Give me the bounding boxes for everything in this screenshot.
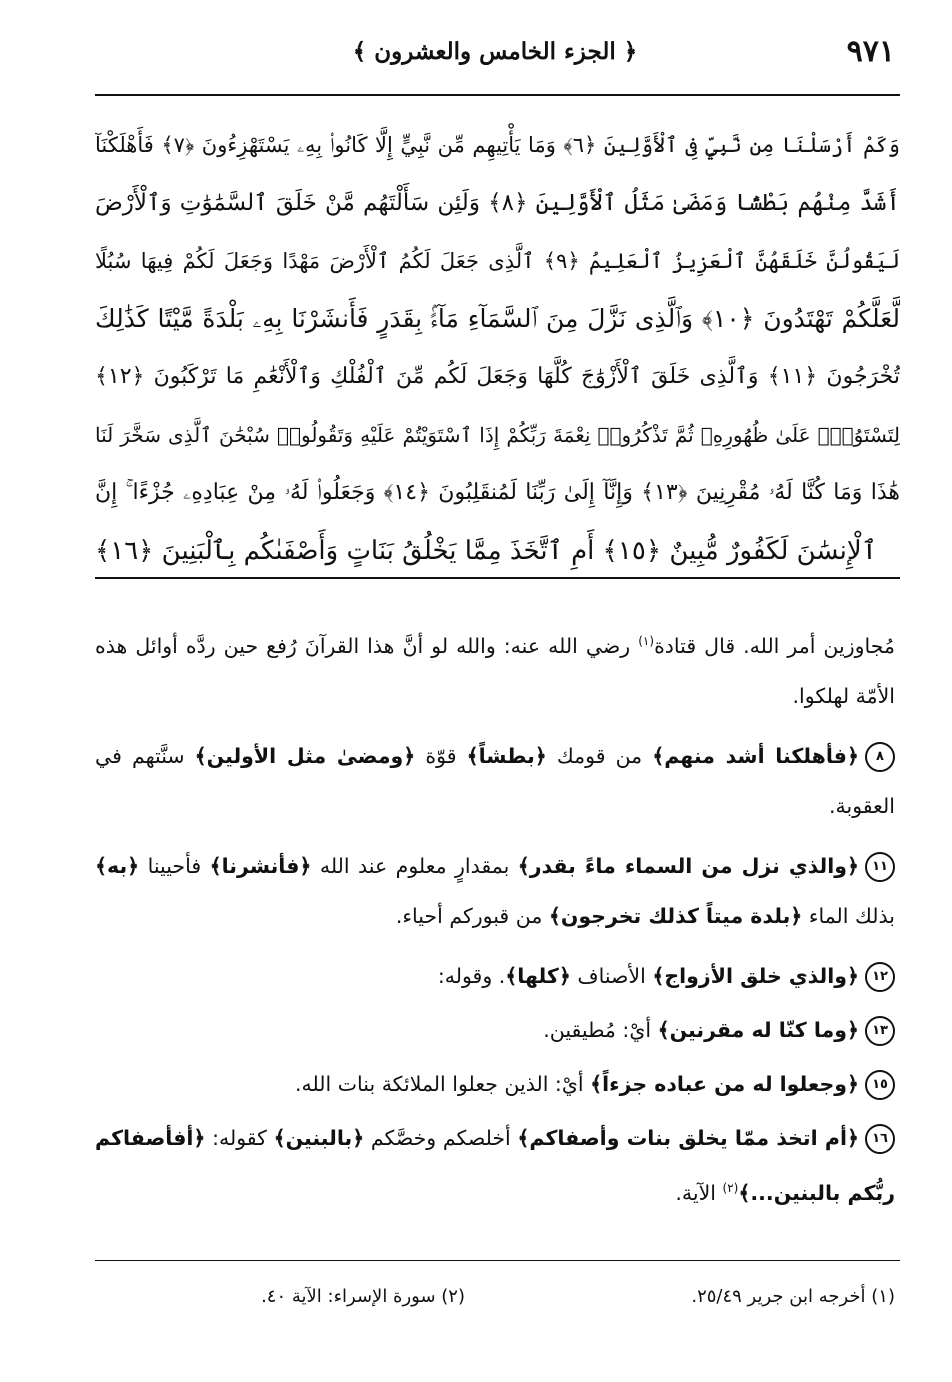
verse-number-badge: ١٢ [865, 962, 895, 992]
verse-13-commentary [95, 1005, 895, 1055]
footnote-ref: (١) [638, 634, 655, 648]
quoted-verse: ﴿والذي نزل من السماء ماءً بقدر﴾ [517, 853, 859, 878]
commentary-block [95, 616, 895, 1228]
quoted-verse: ﴿وما كنّا له مقرنين﴾ [657, 1017, 859, 1042]
gloss-text: من قبوركم أحياء. [395, 903, 549, 928]
gloss-text: الأصناف [570, 963, 653, 988]
quoted-verse: ﴿بلدة ميتاً كذلك تخرجون﴾ [548, 903, 803, 928]
verse-15-commentary [95, 1059, 895, 1109]
quran-line: لَّعَلَّكُمْ تَهْتَدُونَ ﴿١٠﴾ وَٱلَّذِى نَزَّلَ مِنَ ٱلسَّمَآءِ مَآءًۢ بِقَدَرٍ فَأَنشَرْنَا بِهِۦ بَلْدَةً مَّيْتًا كَذَٰلِكَ [95, 304, 900, 333]
intro-paragraph [95, 616, 895, 721]
quran-line: هَٰذَا وَمَا كُنَّا لَهُۥ مُقْرِنِينَ ﴿١٣﴾ وَإِنَّآ إِلَىٰ رَبِّنَا لَمُنقَلِبُونَ ﴿١٤﴾ وَجَعَلُوا۟ لَهُۥ مِنْ عِبَادِهِۦ جُزْءًا ۚ إِنَّ [95, 480, 900, 505]
quran-line: ٱلْإِنسَٰنَ لَكَفُورٌ مُّبِينٌ ﴿١٥﴾ أَمِ ٱتَّخَذَ مِمَّا يَخْلُقُ بَنَاتٍ وَأَصْفَىٰكُم بِٱلْبَنِينَ ﴿١٦﴾ [95, 536, 877, 566]
quoted-verse: ﴿بطشاً﴾ [466, 743, 547, 768]
quoted-verse: ﴿به﴾ [95, 853, 140, 878]
quoted-verse: ﴿كلها﴾ [505, 963, 571, 988]
quran-line: لَيَقُولُنَّ خَلَقَهُنَّ ٱلْعَزِيزُ ٱلْعَلِيمُ ﴿٩﴾ ٱلَّذِى جَعَلَ لَكُمُ ٱلْأَرْضَ مَهْدًا وَجَعَلَ لَكُمْ فِيهَا سُبُلًا [95, 249, 900, 273]
gloss-text: كقوله: [205, 1125, 274, 1150]
header-rule [95, 94, 900, 96]
verse-16-commentary [95, 1113, 895, 1218]
quoted-verse: ﴿أم اتخذ ممّا يخلق بنات وأصفاكم﴾ [517, 1125, 859, 1150]
verse-number-badge: ١٦ [865, 1124, 895, 1154]
footnote-2: (٢) سورة الإسراء: الآية ٤٠. [261, 1286, 465, 1307]
quoted-verse: ﴿وجعلوا له من عباده جزءاً﴾ [590, 1071, 859, 1096]
intro-rest: رضي الله عنه: والله لو أنَّ هذا القرآنَ رُفع حين ردَّه أوائل هذه الأمّة لهلكوا. [95, 633, 895, 708]
page-header [95, 28, 895, 78]
quoted-verse: ﴿فأنشرنا﴾ [209, 853, 312, 878]
footnote-rule [95, 1260, 900, 1261]
gloss-text: أيْ: مُطيقين. [543, 1017, 658, 1042]
verse-8-commentary [95, 731, 895, 831]
gloss-text: أيْ: الذين جعلوا الملائكة بنات الله. [294, 1071, 591, 1096]
gloss-text: من قومك [546, 743, 653, 768]
gloss-text: بمقدارٍ معلوم عند الله [311, 853, 518, 878]
verse-number-badge: ١٣ [865, 1016, 895, 1046]
gloss-text: أخلصكم وخصَّكم [364, 1125, 518, 1150]
quoted-verse: ﴿فأهلكنا أشد منهم﴾ [652, 743, 859, 768]
quran-line: وَكَمْ أَرْسَلْنَا مِن نَّبِيٍّ فِى ٱلْأَوَّلِينَ ﴿٦﴾ وَمَا يَأْتِيهِم مِّن نَّبِيٍّ إِلَّا كَانُوا۟ بِهِۦ يَسْتَهْزِءُونَ ﴿٧﴾ فَأَهْلَكْنَآ [95, 133, 900, 157]
footnote-1: (١) أخرجه ابن جرير ٢٥/٤٩. [691, 1286, 895, 1307]
gloss-text: سنَّتهم في العقوبة. [95, 743, 895, 818]
gloss-text: فأحيينا [139, 853, 210, 878]
quran-line: لِتَسْتَوُۥا۟ عَلَىٰ ظُهُورِهِۦ ثُمَّ تَذْكُرُوا۟ نِعْمَةَ رَبِّكُمْ إِذَا ٱسْتَوَيْتُمْ عَلَيْهِ وَتَقُولُوا۟ سُبْحَٰنَ ٱلَّذِى سَخَّرَ لَنَا [95, 423, 900, 447]
footnotes [95, 1286, 895, 1322]
gloss-text: الآية. [675, 1180, 723, 1205]
running-title: ﴿ الجزء الخامس والعشرون ﴾ [352, 38, 638, 65]
quoted-verse: ﴿بالبنين﴾ [273, 1125, 365, 1150]
quran-line: تُخْرَجُونَ ﴿١١﴾ وَٱلَّذِى خَلَقَ ٱلْأَزْوَٰجَ كُلَّهَا وَجَعَلَ لَكُم مِّنَ ٱلْفُلْكِ وَٱلْأَنْعَٰمِ مَا تَرْكَبُونَ ﴿١٢﴾ [95, 364, 900, 389]
quran-separator-rule [95, 577, 900, 579]
verse-number-badge: ١١ [865, 852, 895, 882]
verse-11-commentary [95, 841, 895, 941]
gloss-text: بذلك الماء [802, 903, 895, 928]
quoted-verse: ﴿أفأصفاكم ربُّكم بالبنين...﴾ [95, 1125, 895, 1205]
quran-text-block [95, 116, 900, 580]
quoted-verse: ﴿ومضىٰ مثل الأولين﴾ [194, 743, 416, 768]
page-number: ٩٧١ [846, 34, 895, 69]
verse-number-badge: ٨ [865, 742, 895, 772]
gloss-text: قوّة [415, 743, 467, 768]
verse-12-commentary [95, 951, 895, 1001]
quoted-verse: ﴿والذي خلق الأزواج﴾ [652, 963, 859, 988]
gloss-text: . وقوله: [437, 963, 506, 988]
footnote-ref: (٢) [722, 1180, 739, 1195]
verse-number-badge: ١٥ [865, 1070, 895, 1100]
quran-line: أَشَدَّ مِنْهُم بَطْشًا وَمَضَىٰ مَثَلُ ٱلْأَوَّلِينَ ﴿٨﴾ وَلَئِن سَأَلْتَهُم مَّنْ خَلَقَ ٱلسَّمَٰوَٰتِ وَٱلْأَرْضَ [95, 190, 900, 216]
intro-text: مُجاوزين أمر الله. قال قتادة [654, 633, 895, 658]
